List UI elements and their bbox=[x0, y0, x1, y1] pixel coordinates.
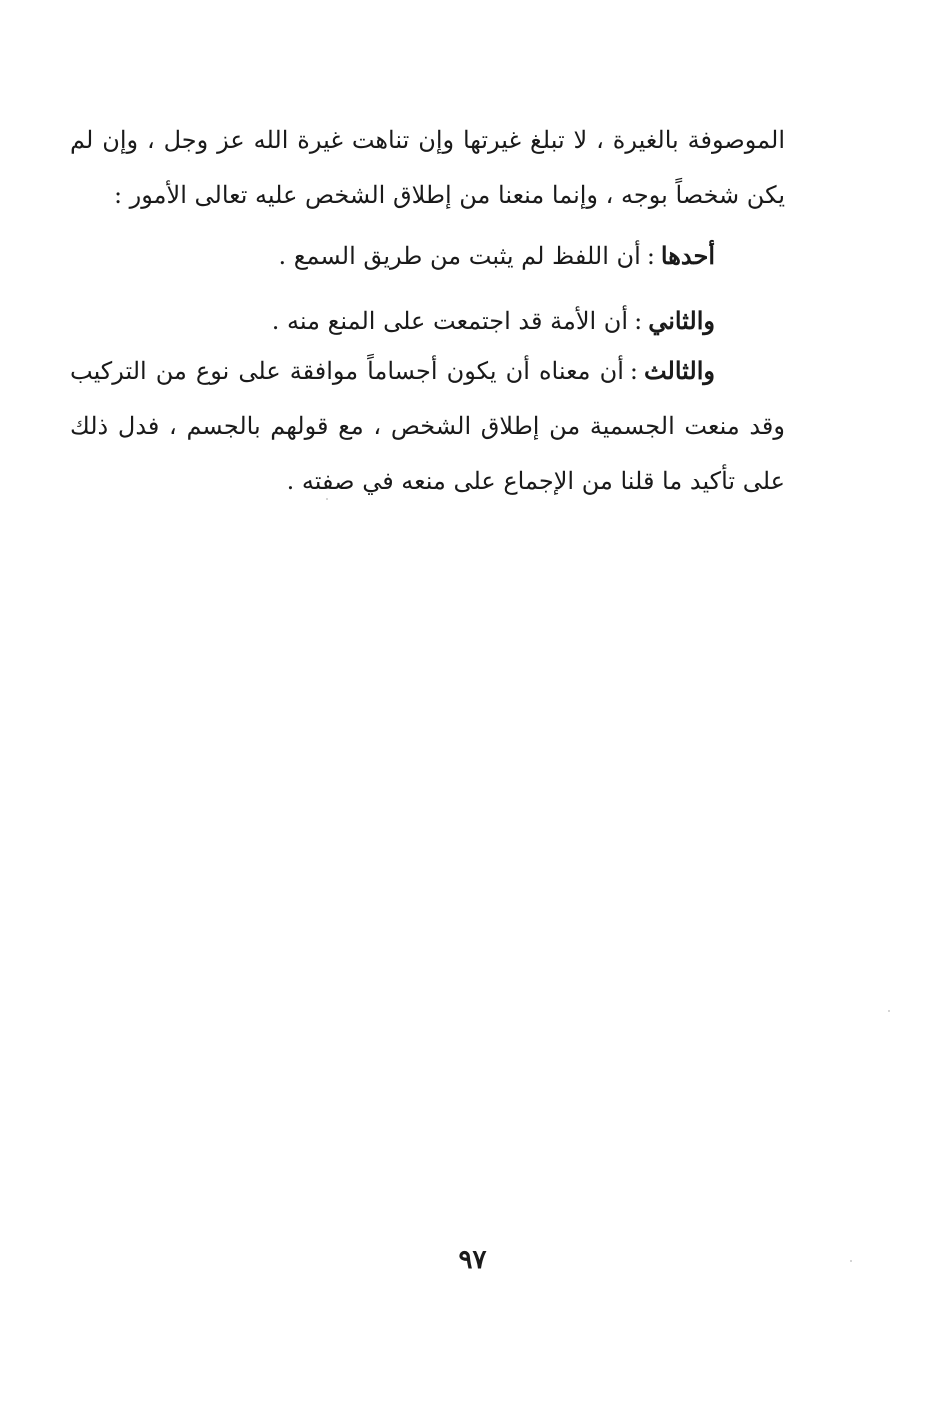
paragraph-continuation bbox=[70, 113, 785, 223]
point-label-third: والثالث bbox=[643, 356, 715, 385]
scan-speck bbox=[850, 1260, 852, 1262]
point-label-first: أحدها bbox=[660, 241, 715, 270]
point-text: أن معناه أن يكون أجساماً موافقة على نوع من التركيب وقد منعت الجسمية من إطلاق الشخص ، مع قولهم بالجسم ، فدل ذلك على تأكيد ما قلنا من الإجماع على منعه في صفته . bbox=[70, 357, 785, 495]
paragraph-text: الموصوفة بالغيرة ، لا تبلغ غيرتها وإن تناهت غيرة الله عز وجل ، وإن لم يكن شخصاً بوجه ، وإنما منعنا من إطلاق الشخص عليه تعالى الأمور : bbox=[70, 126, 785, 209]
page-number: ٩٧ bbox=[458, 1245, 487, 1275]
paragraph-third-point bbox=[70, 343, 785, 509]
point-text: أن الأمة قد اجتمعت على المنع منه . bbox=[271, 307, 629, 335]
point-separator: : bbox=[646, 242, 655, 270]
point-separator: : bbox=[629, 357, 638, 385]
point-label-second: والثاني bbox=[648, 306, 715, 335]
point-text: أن اللفظ لم يثبت من طريق السمع . bbox=[278, 242, 641, 270]
point-separator: : bbox=[634, 307, 643, 335]
paragraph-second-point bbox=[0, 293, 785, 349]
scan-speck bbox=[888, 1010, 890, 1012]
paragraph-first-point bbox=[0, 228, 785, 284]
scan-speck bbox=[326, 498, 328, 500]
